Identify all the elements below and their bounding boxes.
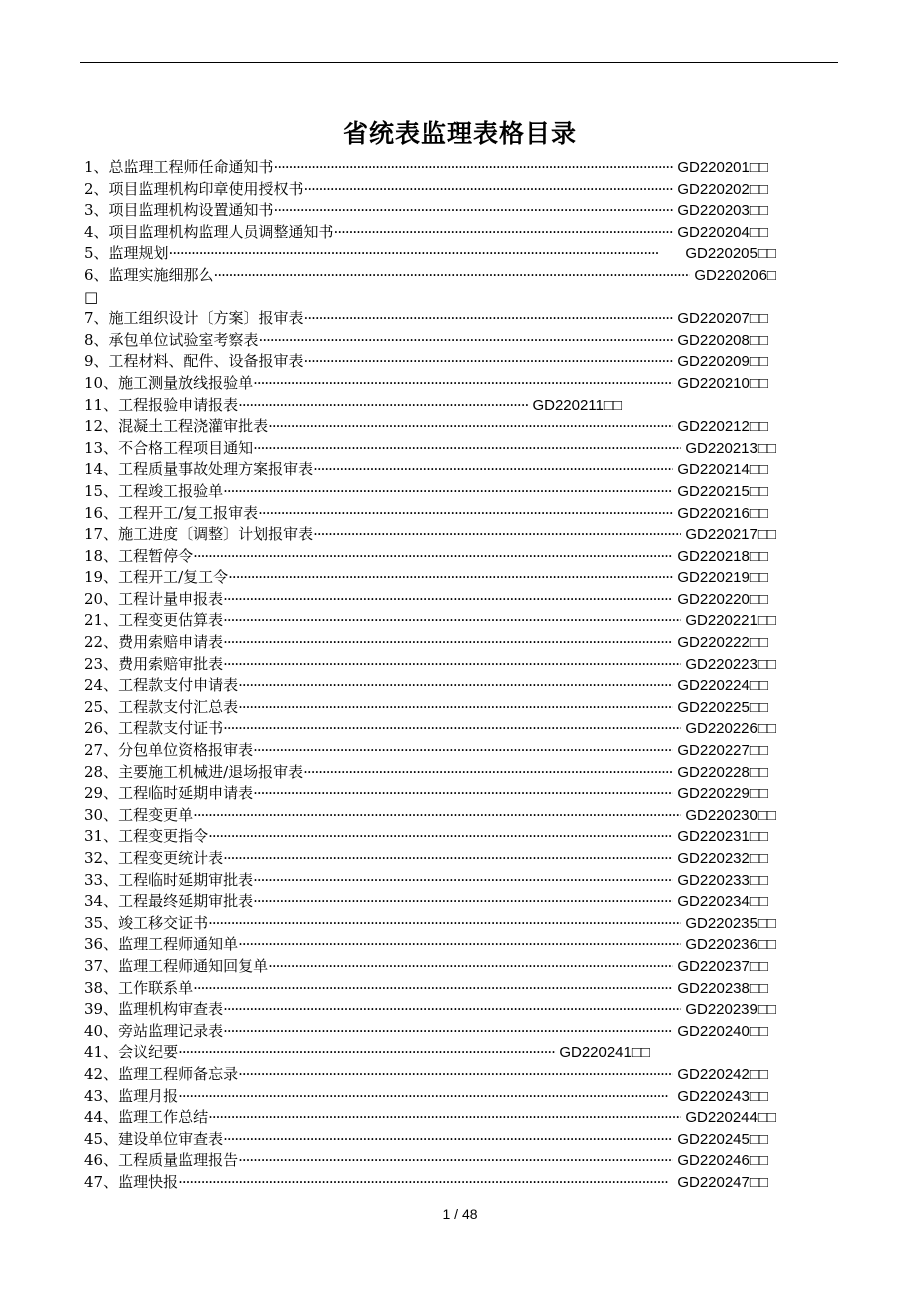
entry-code: GD220239□□ <box>685 1001 776 1019</box>
entry-title: 36、监理工程师通知单 <box>84 935 239 954</box>
entry-code: GD220243□□ <box>677 1087 768 1105</box>
dot-leader <box>178 1042 555 1064</box>
toc-entry[interactable] <box>84 589 768 611</box>
entry-title: 3、项目监理机构设置通知书 <box>84 201 274 220</box>
entry-title: 24、工程款支付申请表 <box>84 676 239 695</box>
toc-entry[interactable] <box>84 1086 768 1108</box>
entry-code: GD220245□□ <box>677 1130 768 1148</box>
dot-leader <box>274 200 674 222</box>
entry-code: GD220224□□ <box>677 677 768 695</box>
entry-title: 29、工程临时延期申请表 <box>84 784 254 803</box>
dot-leader <box>238 697 673 719</box>
toc-entry[interactable] <box>84 1064 768 1086</box>
entry-code: GD220234□□ <box>677 893 768 911</box>
entry-title: 5、监理规划 <box>84 244 169 263</box>
dot-leader <box>208 1107 681 1129</box>
dot-leader <box>238 395 528 417</box>
entry-title: 6、监理实施细那么 <box>84 265 214 284</box>
entry-code: GD220211□□ <box>532 396 622 414</box>
dot-leader <box>223 848 673 870</box>
dot-leader <box>223 1129 673 1151</box>
toc-entry[interactable] <box>84 459 768 481</box>
entry-code: GD220244□□ <box>685 1109 776 1127</box>
entry-code: GD220238□□ <box>677 979 768 997</box>
toc-entry[interactable] <box>84 330 768 352</box>
entry-code: GD220247□□ <box>677 1173 768 1191</box>
entry-code: GD220216□□ <box>677 504 768 522</box>
dot-leader <box>214 265 691 287</box>
toc-entry[interactable] <box>84 1107 776 1129</box>
dot-leader <box>304 308 674 330</box>
entry-title: 42、监理工程师备忘录 <box>84 1064 239 1083</box>
toc-entry[interactable] <box>84 308 768 330</box>
entry-code: GD220232□□ <box>677 850 768 867</box>
entry-code: GD220230□□ <box>685 806 776 824</box>
entry-code: GD220208□□ <box>677 331 768 349</box>
dot-leader <box>304 351 674 373</box>
entry-code: GD220241□□ <box>559 1044 650 1062</box>
entry-code: GD220233□□ <box>677 871 768 889</box>
toc-entry[interactable] <box>84 870 768 892</box>
entry-title: 12、混凝土工程浇灌审批表 <box>84 417 269 436</box>
toc-entry[interactable] <box>84 999 776 1021</box>
dot-leader <box>223 632 673 654</box>
dot-leader <box>253 740 673 762</box>
entry-code: GD220228□□ <box>677 763 768 781</box>
dot-leader <box>223 1021 673 1043</box>
entry-title: 45、建设单位审查表 <box>84 1129 224 1148</box>
entry-code: GD220236□□ <box>685 936 776 954</box>
page-title: 省统表监理表格目录 <box>342 119 577 148</box>
toc-entry[interactable] <box>84 157 768 179</box>
dot-leader <box>238 675 673 697</box>
dot-leader <box>259 330 674 352</box>
toc-entry[interactable] <box>84 524 776 546</box>
dot-leader <box>223 718 681 740</box>
toc-entry[interactable] <box>84 762 768 784</box>
toc-entry[interactable] <box>84 1150 768 1172</box>
entry-title: 43、监理月报 <box>84 1086 179 1105</box>
entry-code: GD220204□□ <box>677 223 768 241</box>
toc-entry[interactable] <box>84 913 776 935</box>
entry-title: 8、承包单位试验室考察表 <box>84 330 259 349</box>
toc-entry[interactable] <box>84 740 768 762</box>
dot-leader <box>223 481 673 503</box>
entry-title: 35、竣工移交证书 <box>84 913 209 932</box>
entry-code: GD220242□□ <box>677 1065 768 1083</box>
dot-leader <box>238 1064 673 1086</box>
entry-code: GD220202□□ <box>677 180 768 198</box>
toc-entry[interactable] <box>84 632 768 654</box>
entry-title: 21、工程变更估算表 <box>84 611 224 630</box>
entry-code: GD220201□□ <box>677 159 768 176</box>
entry-code: GD220217□□ <box>685 526 776 544</box>
toc-entry[interactable] <box>84 783 768 805</box>
toc-entry[interactable] <box>84 610 776 632</box>
dot-leader <box>238 1150 673 1172</box>
toc-entry[interactable] <box>84 848 768 870</box>
dot-leader <box>223 610 681 632</box>
entry-code-wrap: □ <box>84 287 99 306</box>
entry-title: 19、工程开工/复工令 <box>84 568 229 587</box>
toc-entry[interactable] <box>84 956 768 978</box>
toc-entry[interactable] <box>84 395 622 417</box>
dot-leader <box>193 546 673 568</box>
toc-entry[interactable] <box>84 891 768 913</box>
toc-entry[interactable] <box>84 265 776 287</box>
dot-leader <box>268 416 673 438</box>
dot-leader <box>274 157 674 179</box>
dot-leader <box>253 783 673 805</box>
dot-leader <box>253 438 681 460</box>
entry-code: GD220207□□ <box>677 310 768 328</box>
entry-code: GD220206□ <box>694 266 776 284</box>
entry-code: GD220203□□ <box>677 202 768 220</box>
entry-title: 22、费用索赔申请表 <box>84 633 224 652</box>
dot-leader <box>208 913 681 935</box>
entry-code: GD220227□□ <box>677 742 768 760</box>
dot-leader <box>313 524 681 546</box>
entry-title: 34、工程最终延期审批表 <box>84 892 254 911</box>
dot-leader <box>253 870 673 892</box>
entry-code: GD220215□□ <box>677 482 768 500</box>
entry-code: GD220222□□ <box>677 634 768 652</box>
entry-code: GD220226□□ <box>685 720 776 738</box>
toc-entry[interactable] <box>84 416 768 438</box>
entry-title: 28、主要施工机械进/退场报审表 <box>84 762 304 781</box>
entry-code: GD220213□□ <box>685 439 776 457</box>
entry-title: 4、项目监理机构监理人员调整通知书 <box>84 222 334 241</box>
toc-entry[interactable] <box>84 222 768 244</box>
entry-code: GD220237□□ <box>677 957 768 975</box>
table-of-contents <box>84 157 776 1194</box>
entry-title: 32、工程变更统计表 <box>84 849 224 867</box>
toc-entry[interactable] <box>84 1129 768 1151</box>
entry-code: GD220235□□ <box>685 914 776 932</box>
toc-entry[interactable] <box>84 675 768 697</box>
toc-entry[interactable] <box>84 826 768 848</box>
entry-title: 14、工程质量事故处理方案报审表 <box>84 460 314 479</box>
entry-title: 38、工作联系单 <box>84 978 194 997</box>
entry-code: GD220210□□ <box>677 374 768 392</box>
entry-title: 9、工程材料、配件、设备报审表 <box>84 352 304 371</box>
entry-title: 46、工程质量监理报告 <box>84 1151 239 1170</box>
dot-leader <box>313 459 673 481</box>
toc-entry[interactable] <box>84 200 768 222</box>
dot-leader <box>193 805 681 827</box>
entry-title: 33、工程临时延期审批表 <box>84 870 254 889</box>
entry-title: 2、项目监理机构印章使用授权书 <box>84 179 304 198</box>
entry-code: GD220221□□ <box>685 612 776 630</box>
entry-code: GD220209□□ <box>677 353 768 371</box>
entry-title: 18、工程暂停令 <box>84 546 194 565</box>
entry-title: 40、旁站监理记录表 <box>84 1021 224 1040</box>
dot-leader <box>208 826 673 848</box>
entry-title: 20、工程计量申报表 <box>84 589 224 608</box>
entry-code: GD220231□□ <box>677 828 768 846</box>
dot-leader <box>169 243 682 265</box>
entry-title: 13、不合格工程项目通知 <box>84 438 254 457</box>
entry-code: GD220212□□ <box>677 418 768 436</box>
toc-entry[interactable] <box>84 546 768 568</box>
toc-entry[interactable] <box>84 934 776 956</box>
toc-entry[interactable] <box>84 1042 650 1064</box>
dot-leader <box>304 179 674 201</box>
entry-code: GD220220□□ <box>677 590 768 608</box>
entry-title: 47、监理快报 <box>84 1172 179 1191</box>
dot-leader <box>193 978 673 1000</box>
entry-title: 26、工程款支付证书 <box>84 719 224 738</box>
entry-code: GD220218□□ <box>677 547 768 565</box>
dot-leader <box>223 654 681 676</box>
entry-title: 44、监理工作总结 <box>84 1108 209 1127</box>
toc-entry[interactable] <box>84 1172 768 1194</box>
entry-title: 30、工程变更单 <box>84 805 194 824</box>
entry-title: 17、施工进度〔调整〕计划报审表 <box>84 525 314 544</box>
entry-title: 15、工程竣工报验单 <box>84 481 224 500</box>
dot-leader <box>178 1172 673 1194</box>
entry-title: 23、费用索赔审批表 <box>84 654 224 673</box>
entry-title: 25、工程款支付汇总表 <box>84 697 239 716</box>
toc-entry[interactable] <box>84 351 768 373</box>
entry-code: GD220214□□ <box>677 461 768 479</box>
dot-leader <box>238 934 681 956</box>
toc-entry[interactable] <box>84 1021 768 1043</box>
toc-entry[interactable] <box>84 243 776 265</box>
toc-entry[interactable] <box>84 978 768 1000</box>
dot-leader <box>268 956 673 978</box>
entry-code: GD220229□□ <box>677 785 768 803</box>
entry-title: 31、工程变更指令 <box>84 827 209 846</box>
entry-code: GD220219□□ <box>677 569 768 587</box>
toc-entry[interactable] <box>84 697 768 719</box>
entry-title: 39、监理机构审查表 <box>84 1000 224 1019</box>
dot-leader <box>253 891 673 913</box>
entry-title: 41、会议纪要 <box>84 1043 179 1062</box>
toc-entry[interactable] <box>84 805 776 827</box>
toc-entry[interactable] <box>84 438 776 460</box>
entry-code: GD220223□□ <box>685 655 776 673</box>
dot-leader <box>223 999 681 1021</box>
entry-title: 10、施工测量放线报验单 <box>84 373 254 392</box>
dot-leader <box>223 589 673 611</box>
toc-entry[interactable] <box>84 179 768 201</box>
entry-title: 27、分包单位资格报审表 <box>84 741 254 760</box>
dot-leader <box>228 567 673 589</box>
entry-code: GD220246□□ <box>677 1152 768 1170</box>
entry-code: GD220205□□ <box>685 245 776 263</box>
page-number: 1 / 48 <box>442 1206 478 1222</box>
entry-title: 16、工程开工/复工报审表 <box>84 503 259 522</box>
toc-entry[interactable] <box>84 718 776 740</box>
toc-entry[interactable] <box>84 567 768 589</box>
header-rule <box>80 62 838 63</box>
entry-title: 1、总监理工程师任命通知书 <box>84 158 274 176</box>
dot-leader <box>253 373 673 395</box>
toc-entry[interactable] <box>84 373 768 395</box>
entry-title: 37、监理工程师通知回复单 <box>84 956 269 975</box>
dot-leader <box>178 1086 673 1108</box>
entry-code: GD220240□□ <box>677 1022 768 1040</box>
entry-title: 11、工程报验申请报表 <box>84 395 239 414</box>
toc-entry[interactable] <box>84 654 776 676</box>
entry-code: GD220225□□ <box>677 698 768 716</box>
entry-title: 7、施工组织设计〔方案〕报审表 <box>84 309 304 328</box>
toc-entry[interactable] <box>84 481 768 503</box>
dot-leader <box>258 503 673 525</box>
dot-leader <box>334 222 674 244</box>
dot-leader <box>303 762 673 784</box>
toc-entry[interactable] <box>84 503 768 525</box>
